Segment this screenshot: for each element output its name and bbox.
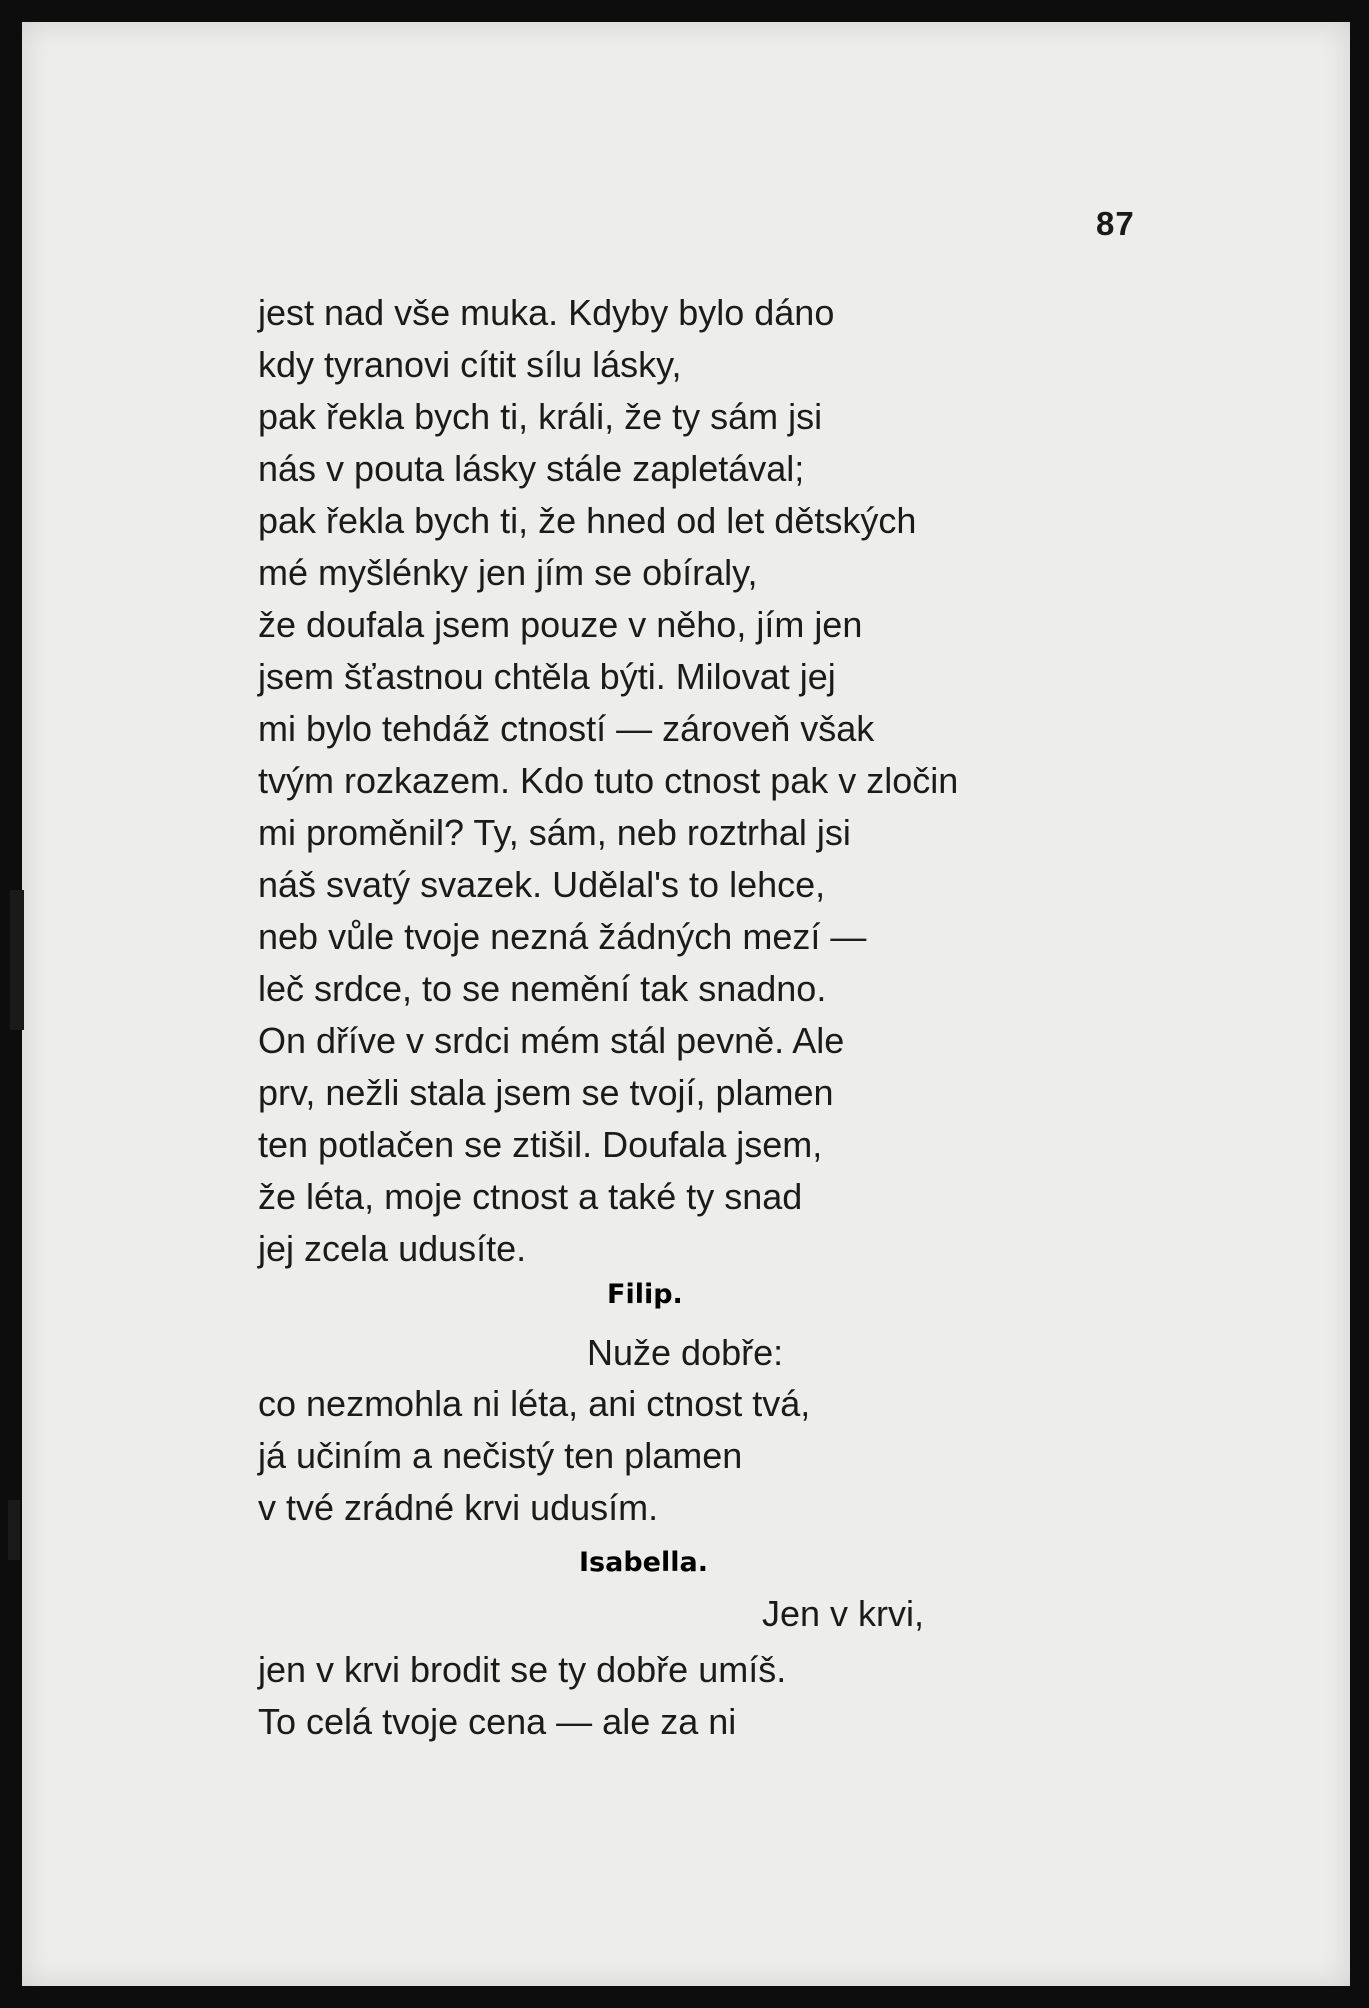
verse-line-indented: Jen v krvi,	[762, 1593, 925, 1634]
verse-line: leč srdce, to se nemění tak snadno.	[258, 968, 827, 1009]
verse-line: tvým rozkazem. Kdo tuto ctnost pak v zločin	[258, 760, 959, 801]
verse-line: že léta, moje ctnost a také ty snad	[258, 1176, 803, 1217]
verse-line: mi proměnil? Ty, sám, neb roztrhal jsi	[258, 812, 851, 853]
verse-block-1	[258, 287, 1318, 1275]
verse-line: já učiním a nečistý ten plamen	[258, 1435, 743, 1476]
verse-line: jen v krvi brodit se ty dobře umíš.	[258, 1649, 787, 1690]
speaker-name-isabella: Isabella.	[579, 1547, 708, 1578]
verse-line-indented: Nuže dobře:	[587, 1332, 784, 1373]
verse-line: jej zcela udusíte.	[258, 1228, 527, 1269]
page-number: 87	[1096, 205, 1135, 242]
verse-block-2	[258, 1378, 1318, 1534]
verse-line: pak řekla bych ti, králi, že ty sám jsi	[258, 396, 823, 437]
verse-line: jsem šťastnou chtěla býti. Milovat jej	[258, 656, 836, 697]
scan-edge-mark	[10, 890, 24, 1030]
verse-line: prv, nežli stala jsem se tvojí, plamen	[258, 1072, 834, 1113]
verse-line: neb vůle tvoje nezná žádných mezí —	[258, 916, 867, 957]
verse-block-3	[258, 1644, 1318, 1748]
verse-line: náš svatý svazek. Udělal's to lehce,	[258, 864, 826, 905]
verse-line: pak řekla bych ti, že hned od let dětských	[258, 500, 917, 541]
verse-line: mi bylo tehdáž ctností — zároveň však	[258, 708, 875, 749]
verse-line: On dříve v srdci mém stál pevně. Ale	[258, 1020, 845, 1061]
verse-line: mé myšlénky jen jím se obíraly,	[258, 552, 758, 593]
verse-line: kdy tyranovi cítit sílu lásky,	[258, 344, 682, 385]
verse-line: co nezmohla ni léta, ani ctnost tvá,	[258, 1383, 811, 1424]
verse-line: že doufala jsem pouze v něho, jím jen	[258, 604, 863, 645]
scan-edge-mark	[8, 1500, 20, 1560]
verse-line: To celá tvoje cena — ale za ni	[258, 1701, 737, 1742]
verse-line: v tvé zrádné krvi udusím.	[258, 1487, 659, 1528]
verse-line: ten potlačen se ztišil. Doufala jsem,	[258, 1124, 823, 1165]
speaker-name-filip: Filip.	[607, 1279, 683, 1310]
verse-line: jest nad vše muka. Kdyby bylo dáno	[258, 292, 835, 333]
verse-line: nás v pouta lásky stále zapletával;	[258, 448, 805, 489]
